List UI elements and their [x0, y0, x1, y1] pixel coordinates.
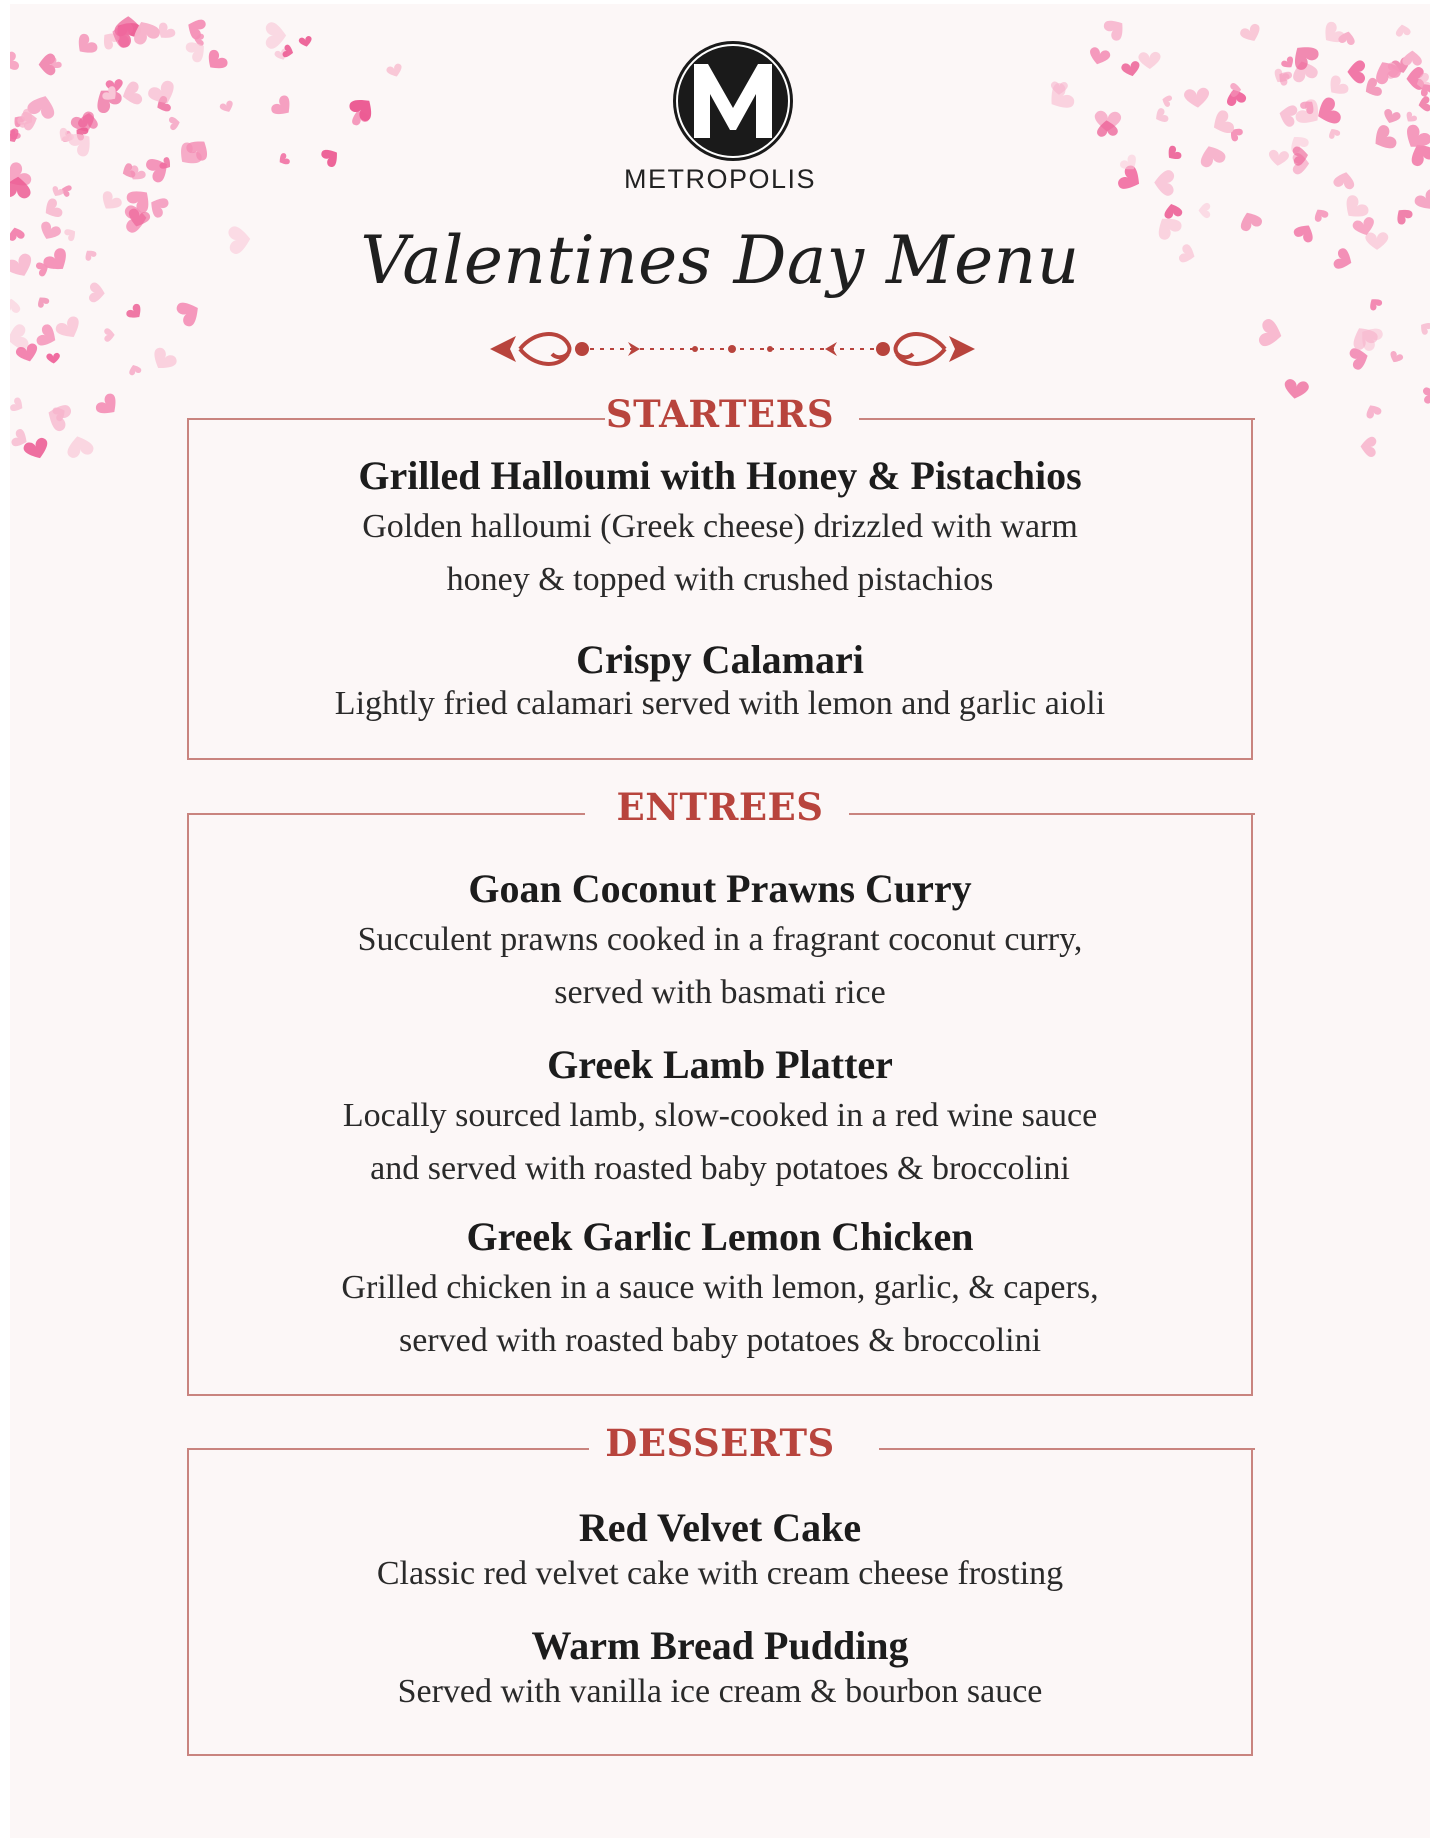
- item-description: Lightly fried calamari served with lemon and garlic aioli: [334, 685, 1106, 722]
- heart-icon: [1282, 378, 1309, 401]
- menu-item: [189, 452, 1251, 606]
- heart-icon: [1152, 107, 1169, 126]
- menu-item: [189, 1622, 1251, 1714]
- brand-name: METROPOLIS: [623, 164, 817, 194]
- heart-icon: [1423, 386, 1430, 404]
- heart-icon: [1402, 50, 1422, 65]
- item-name: Crispy Calamari: [576, 637, 864, 682]
- heart-icon: [1360, 436, 1377, 457]
- item-name: Goan Coconut Prawns Curry: [468, 866, 972, 911]
- heart-icon: [1277, 103, 1298, 128]
- heart-icon: [1369, 123, 1399, 155]
- heart-icon: [1161, 94, 1173, 108]
- heart-icon: [125, 302, 146, 322]
- item-description: served with basmati rice: [554, 974, 886, 1011]
- heart-icon: [127, 363, 142, 376]
- heart-icon: [1324, 74, 1350, 101]
- section-desserts: [187, 1421, 1253, 1756]
- heart-icon: [1417, 96, 1430, 113]
- item-description: Served with vanilla ice cream & bourbon sauce: [397, 1673, 1043, 1710]
- item-name: Red Velvet Cake: [578, 1505, 862, 1550]
- item-name: Greek Garlic Lemon Chicken: [466, 1214, 974, 1259]
- heart-icon: [10, 396, 26, 414]
- heart-icon: [202, 48, 229, 75]
- heart-icon: [1121, 60, 1142, 78]
- menu-item: [189, 1213, 1251, 1367]
- heart-icon: [347, 92, 379, 123]
- heart-icon: [219, 100, 236, 115]
- item-description: Grilled chicken in a sauce with lemon, garlic, & capers,: [341, 1269, 1099, 1306]
- heart-icon: [1311, 206, 1329, 223]
- heart-icon: [54, 314, 85, 343]
- heart-icon: [64, 433, 94, 459]
- heart-icon: [298, 35, 313, 48]
- heart-icon: [120, 80, 144, 107]
- section-title-entrees: ENTREES: [616, 785, 824, 829]
- heart-icon: [266, 22, 286, 49]
- heart-icon: [1239, 22, 1264, 45]
- item-description: honey & topped with crushed pistachios: [446, 561, 994, 598]
- heart-icon: [1403, 111, 1418, 125]
- heart-icon: [1138, 52, 1161, 70]
- item-description: Succulent prawns cooked in a fragrant coconut curry,: [357, 921, 1083, 958]
- heart-icon: [41, 197, 64, 222]
- section-title-starters: STARTERS: [605, 392, 835, 436]
- item-description: Locally sourced lamb, slow-cooked in a red wine sauce: [342, 1097, 1098, 1134]
- heart-icon: [22, 436, 51, 462]
- item-description: and served with roasted baby potatoes & broccolini: [370, 1150, 1070, 1187]
- item-description: Classic red velvet cake with cream cheese frosting: [376, 1555, 1064, 1592]
- item-description: Golden halloumi (Greek cheese) drizzled with warm: [362, 508, 1078, 545]
- heart-icon: [72, 32, 99, 59]
- heart-icon: [1363, 402, 1383, 420]
- heart-icon: [168, 116, 180, 131]
- heart-icon: [1388, 350, 1405, 365]
- heart-icon: [1347, 60, 1365, 83]
- section-starters: [187, 392, 1253, 760]
- metropolis-logo: [670, 38, 796, 164]
- heart-icon: [10, 299, 20, 313]
- heart-icon: [148, 346, 179, 375]
- heart-icon: [1164, 144, 1183, 163]
- heart-icon: [1258, 318, 1285, 350]
- heart-icon: [1348, 322, 1380, 352]
- heart-icon: [104, 328, 115, 342]
- heart-icon: [1417, 320, 1430, 336]
- menu-item: [189, 865, 1251, 1019]
- heart-icon: [269, 93, 296, 120]
- section-title-desserts: DESSERTS: [605, 1421, 835, 1465]
- item-description: served with roasted baby potatoes & broccolini: [398, 1322, 1042, 1359]
- heart-icon: [1287, 39, 1321, 72]
- heart-icon: [1087, 46, 1111, 67]
- heart-icon: [46, 353, 60, 365]
- heart-icon: [1199, 203, 1211, 218]
- menu-item: [189, 1504, 1251, 1596]
- heart-icon: [1395, 23, 1412, 37]
- menu-item: [189, 636, 1251, 724]
- heart-icon: [386, 63, 405, 79]
- menu-title: Valentines Day Menu: [360, 222, 1080, 299]
- item-name: Grilled Halloumi with Honey & Pistachios: [358, 453, 1082, 498]
- heart-icon: [1326, 126, 1341, 140]
- item-name: Greek Lamb Platter: [547, 1042, 893, 1087]
- menu-item: [189, 1041, 1251, 1195]
- flourish-divider: [490, 326, 975, 372]
- heart-icon: [10, 51, 20, 73]
- heart-icon: [94, 391, 123, 420]
- section-entrees: [187, 785, 1253, 1396]
- heart-icon: [1184, 87, 1211, 109]
- heart-icon: [1381, 108, 1401, 126]
- heart-icon: [1162, 202, 1183, 219]
- heart-icon: [175, 297, 204, 329]
- heart-icon: [1280, 55, 1297, 71]
- item-name: Warm Bread Pudding: [531, 1623, 909, 1668]
- heart-icon: [1102, 14, 1129, 42]
